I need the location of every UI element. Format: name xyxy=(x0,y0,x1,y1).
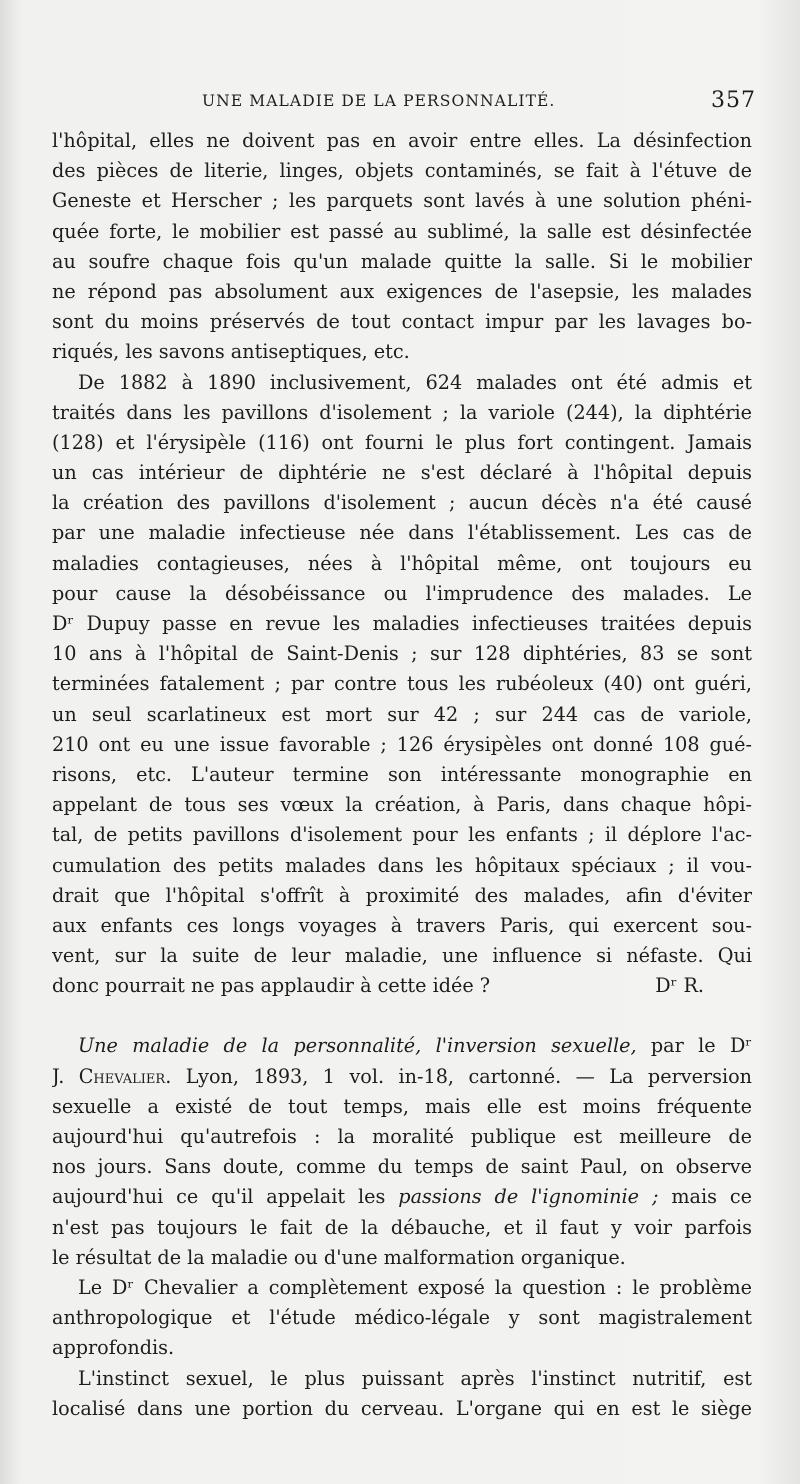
text-line: au soufre chaque fois qu'un malade quitte la salle. Si le mobilier xyxy=(52,249,752,273)
paragraph-statistics xyxy=(52,368,752,1002)
text-line: sont du moins préservés de tout contact impur par les lavages bo- xyxy=(52,310,752,334)
text-line: aux enfants ces longs voyages à travers Paris, qui exercent sou- xyxy=(52,913,752,937)
text-line: riqués, les savons antiseptiques, etc. xyxy=(52,340,410,364)
text-line xyxy=(52,1062,752,1092)
text-line: 10 ans à l'hôpital de Saint-Denis ; sur 128 diphtéries, 83 se sont xyxy=(52,642,752,666)
text-line: la création des pavillons d'isolement ; aucun décès n'a été causé xyxy=(52,491,752,515)
paragraph-sexual-instinct xyxy=(52,1364,752,1424)
text-line: un seul scarlatineux est mort sur 42 ; sur 244 cas de variole, xyxy=(52,702,752,726)
text-line: nos jours. Sans doute, comme du temps de saint Paul, on observe xyxy=(52,1155,752,1179)
review-byline: par le Dʳ xyxy=(636,1034,752,1058)
text-line: pour cause la désobéissance ou l'imprudence des malades. Le xyxy=(52,581,752,605)
text-line: (128) et l'érysipèle (116) ont fourni le plus fort contingent. Jamais xyxy=(52,430,752,454)
paragraph-chevalier xyxy=(52,1273,752,1364)
text-line: sexuelle a existé de tout temps, mais elle est moins fréquente xyxy=(52,1094,752,1118)
text-line xyxy=(52,1182,752,1212)
text-line: tal, de petits pavillons d'isolement pour les enfants ; il déplore l'ac- xyxy=(52,823,752,847)
text-run: aujourd'hui ce qu'il appelait les xyxy=(52,1185,399,1209)
text-line xyxy=(52,1031,752,1061)
text-line: De 1882 à 1890 inclusivement, 624 malades ont été admis et xyxy=(78,370,752,394)
text-line: l'hôpital, elles ne doivent pas en avoir entre elles. La désinfection xyxy=(52,129,752,152)
text-line: le résultat de la maladie ou d'une malformation organique. xyxy=(52,1245,626,1269)
text-line: localisé dans une portion du cerveau. L'organe qui en est le siège xyxy=(52,1396,752,1420)
author-name: Chevalier xyxy=(78,1064,166,1088)
text-line: L'instinct sexuel, le plus puissant après l'instinct nutritif, est xyxy=(78,1366,752,1390)
page-header xyxy=(52,88,756,118)
text-line: maladies contagieuses, nées à l'hôpital même, ont toujours eu xyxy=(52,551,752,575)
text-line: 210 ont eu une issue favorable ; 126 érysipèles ont donné 108 gué- xyxy=(52,732,752,756)
text-line: traités dans les pavillons d'isolement ; la variole (244), la diphtérie xyxy=(52,400,752,424)
section-gap xyxy=(52,1001,752,1031)
text-line: quée forte, le mobilier est passé au sublimé, la salle est désinfectée xyxy=(52,219,752,243)
text-line: ne répond pas absolument aux exigences de l'asepsie, les malades xyxy=(52,279,752,303)
text-line: vent, sur la suite de leur maladie, une influence si néfaste. Qui xyxy=(52,944,752,968)
signature: Dʳ R. xyxy=(655,974,704,998)
text-line: Geneste et Herscher ; les parquets sont lavés à une solution phéni- xyxy=(52,189,752,213)
text-line: par une maladie infectieuse née dans l'établissement. Les cas de xyxy=(52,521,752,545)
text-line: cumulation des petits malades dans les hôpitaux spéciaux ; il vou- xyxy=(52,853,752,877)
book-title: Une maladie de la personnalité, l'inversion sexuelle, xyxy=(78,1034,637,1058)
text-line: aujourd'hui qu'autrefois : la moralité publique est meilleure de xyxy=(52,1125,752,1148)
text-line: Le Dʳ Chevalier a complètement exposé la question : le problème xyxy=(78,1275,752,1299)
text-line: approfondis. xyxy=(52,1336,175,1360)
italic-phrase: passions de l'ignominie ; xyxy=(398,1185,659,1209)
text-line xyxy=(52,971,752,1001)
text-line: anthropologique et l'étude médico-légale y sont magistralement xyxy=(52,1306,752,1330)
author-initial: J. xyxy=(52,1064,79,1088)
text-line: terminées fatalement ; par contre tous les rubéoleux (40) ont guéri, xyxy=(52,672,752,696)
text-line: appelant de tous ses vœux la création, à Paris, dans chaque hôpi- xyxy=(52,793,752,817)
text-line: drait que l'hôpital s'offrît à proximité des malades, afin d'éviter xyxy=(52,883,752,907)
paragraph-book-review xyxy=(52,1031,752,1273)
closing-sentence: donc pourrait ne pas applaudir à cette idée ? xyxy=(52,974,491,998)
publication-details: . Lyon, 1893, 1 vol. in-18, cartonné. — La perversion xyxy=(165,1064,752,1088)
page-body xyxy=(52,126,752,1424)
text-line: Dʳ Dupuy passe en revue les maladies infectieuses traitées depuis xyxy=(52,612,752,635)
text-line: risons, etc. L'auteur termine son intéressante monographie en xyxy=(52,762,752,786)
paragraph-isolation-measures xyxy=(52,126,752,368)
page-number: 357 xyxy=(711,88,756,113)
text-line: un cas intérieur de diphtérie ne s'est déclaré à l'hôpital depuis xyxy=(52,461,752,485)
text-line: n'est pas toujours le fait de la débauche, et il faut y voir parfois xyxy=(52,1215,752,1239)
text-run: mais ce xyxy=(658,1185,752,1209)
text-line: des pièces de literie, linges, objets contaminés, se fait à l'étuve de xyxy=(52,159,752,183)
running-head: UNE MALADIE DE LA PERSONNALITÉ. xyxy=(202,92,556,110)
